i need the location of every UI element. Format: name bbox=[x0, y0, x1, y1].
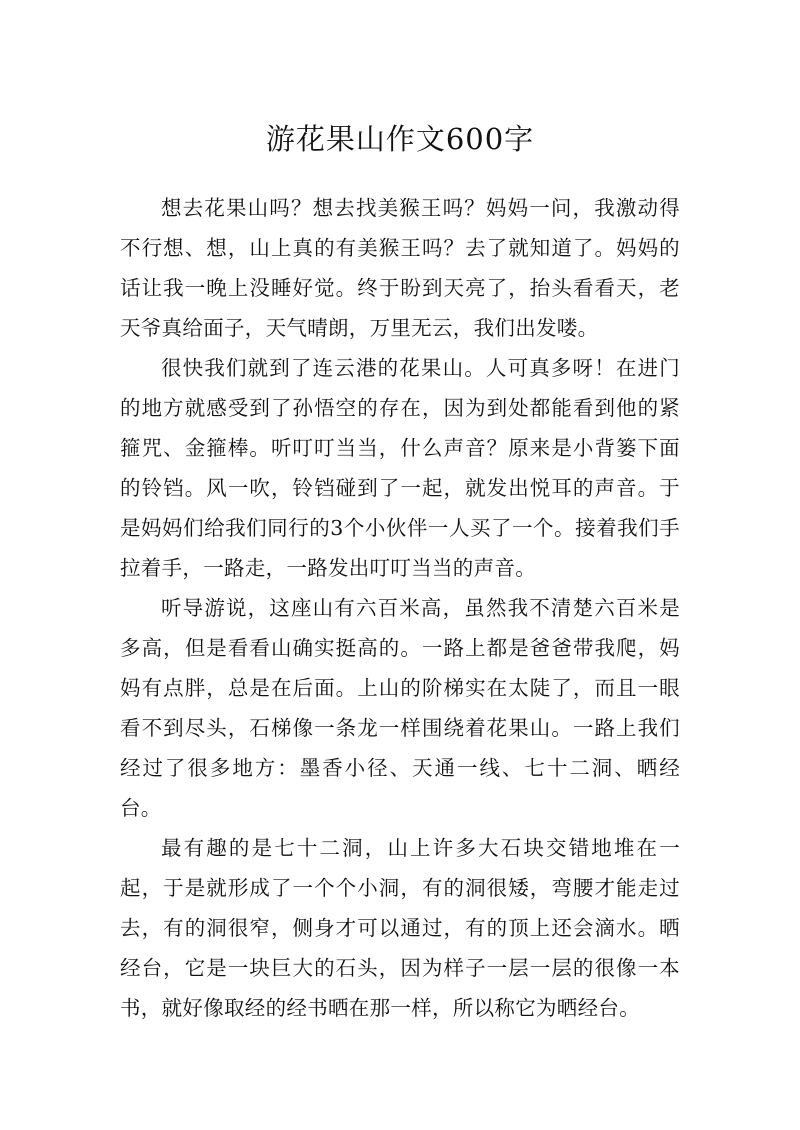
document-title: 游花果山作文600字 bbox=[265, 122, 535, 156]
paragraph-3: 听导游说，这座山有六百米高，虽然我不清楚六百米是多高，但是看看山确实挺高的。一路上都是爸爸带我爬，妈妈有点胖，总是在后面。上山的阶梯实在太陡了，而且一眼看不到尽头，石梯像一条龙一样围绕着花果山。一路上我们经过了很多地方：墨香小径、天通一线、七十二洞、晒经台。 bbox=[120, 595, 680, 820]
paragraph-4: 最有趣的是七十二洞，山上许多大石块交错地堆在一起，于是就形成了一个个小洞，有的洞很矮，弯腰才能走过去，有的洞很窄，侧身才可以通过，有的顶上还会滴水。晒经台，它是一块巨大的石头，因为样子一层一层的很像一本书，就好像取经的经书晒在那一样，所以称它为晒经台。 bbox=[120, 835, 680, 1020]
paragraph-1: 想去花果山吗？想去找美猴王吗？妈妈一问，我激动得不行想、想，山上真的有美猴王吗？去了就知道了。妈妈的话让我一晚上没睡好觉。终于盼到天亮了，抬头看看天，老天爷真给面子，天气晴朗，万里无云，我们出发喽。 bbox=[120, 195, 680, 340]
paragraph-2: 很快我们就到了连云港的花果山。人可真多呀！在进门的地方就感受到了孙悟空的存在，因为到处都能看到他的紧箍咒、金箍棒。听叮叮当当，什么声音？原来是小背篓下面的铃铛。风一吹，铃铛碰到了一起，就发出悦耳的声音。于是妈妈们给我们同行的3个小伙伴一人买了一个。接着我们手拉着手，一路走，一路发出叮叮当当的声音。 bbox=[120, 355, 680, 580]
